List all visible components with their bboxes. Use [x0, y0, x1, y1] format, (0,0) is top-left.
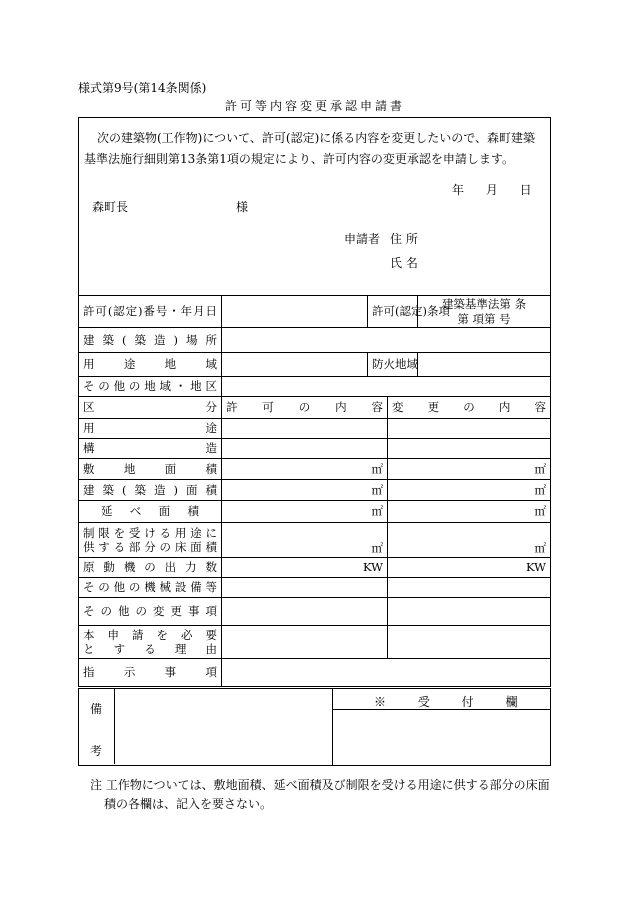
addressee: 森町長	[92, 200, 129, 214]
motor-change-field[interactable]: KW	[388, 558, 551, 578]
site-area-change-field[interactable]: ㎡	[388, 459, 551, 480]
building-area-label: 建築(築造)面積	[79, 480, 222, 501]
table-row	[79, 523, 551, 558]
use-change-field[interactable]	[388, 419, 551, 439]
document-title: 許可等内容変更承認申請書	[224, 99, 405, 113]
other-changes-change-field[interactable]	[388, 598, 551, 626]
use-permit-field[interactable]	[222, 419, 388, 439]
other-equipment-label: その他の機械設備等	[79, 578, 222, 598]
location-label: 建築(築造)場所	[79, 328, 222, 353]
reason-label	[79, 626, 222, 659]
table-row	[79, 480, 551, 501]
other-equipment-change-field[interactable]	[388, 578, 551, 598]
reason-label-line2: とする理由	[83, 642, 217, 656]
addressee-honorific: 様	[236, 200, 249, 214]
reason-change-field[interactable]	[388, 626, 551, 659]
floor-area-label: 延べ面積	[79, 501, 222, 523]
reason-label-line1: 本申請を必要	[83, 628, 217, 642]
form-number: 様式第9号(第14条関係)	[78, 81, 207, 95]
use-label: 用途	[79, 419, 222, 439]
other-changes-label: その他の変更事項	[79, 598, 222, 626]
building-area-permit-field[interactable]: ㎡	[222, 480, 388, 501]
application-table	[78, 295, 551, 687]
table-row	[79, 459, 551, 480]
table-row	[79, 377, 551, 397]
fire-zone-label: 防火地域	[368, 353, 418, 377]
table-row	[79, 397, 551, 419]
restricted-label-line2: 供する部分の床面積	[83, 540, 217, 554]
intro-text: 次の建築物(工作物)について、許可(認定)に係る内容を変更したいので、森町建築基準法施行細則第13条第1項の規定により、許可内容の変更承認を申請します。	[84, 131, 536, 166]
floor-area-change-field[interactable]: ㎡	[388, 501, 551, 523]
permit-content-header: 許可の内容	[222, 397, 388, 419]
restricted-area-permit-field[interactable]: ㎡	[222, 523, 388, 558]
other-zone-label: その他の地域・地区	[79, 377, 222, 397]
table-row	[79, 296, 551, 328]
other-changes-permit-field[interactable]	[222, 598, 388, 626]
motor-permit-field[interactable]: KW	[222, 558, 388, 578]
table-row	[79, 558, 551, 578]
motor-output-label: 原動機の出力数	[79, 558, 222, 578]
table-row	[79, 598, 551, 626]
date-field[interactable]: 年 月 日	[452, 183, 532, 197]
law-article-line1: 建築基準法第 条	[441, 296, 527, 311]
structure-permit-field[interactable]	[222, 439, 388, 459]
instructions-field[interactable]	[222, 659, 551, 687]
restricted-floor-area-label	[79, 523, 222, 558]
reason-permit-field[interactable]	[222, 626, 388, 659]
table-row	[79, 419, 551, 439]
fire-zone-field[interactable]	[418, 353, 551, 377]
site-area-permit-field[interactable]: ㎡	[222, 459, 388, 480]
table-row	[79, 626, 551, 659]
remarks-label-bottom: 考	[90, 744, 103, 758]
table-row	[79, 578, 551, 598]
permit-number-label: 許可(認定)番号・年月日	[79, 296, 222, 328]
other-zone-field[interactable]	[222, 377, 551, 397]
permit-article-label: 許可(認定)条項	[368, 296, 418, 328]
use-zone-label: 用途地域	[79, 353, 222, 377]
table-row	[79, 353, 551, 377]
table-row	[79, 501, 551, 523]
instructions-label: 指示事項	[79, 659, 222, 687]
receipt-label: ※ 受 付 欄	[374, 695, 518, 709]
law-article-line2: 第 項第 号	[457, 311, 511, 326]
permit-number-field[interactable]	[222, 296, 368, 328]
name-label: 氏 名	[390, 256, 418, 270]
table-row	[79, 439, 551, 459]
change-content-header: 変更の内容	[388, 397, 551, 419]
site-area-label: 敷地面積	[79, 459, 222, 480]
remarks-divider	[332, 688, 333, 765]
category-label: 区分	[79, 397, 222, 419]
structure-label: 構造	[79, 439, 222, 459]
footnote-line1: 注 工作物については、敷地面積、延べ面積及び制限を受ける用途に供する部分の床面	[90, 778, 550, 792]
use-zone-field[interactable]	[222, 353, 368, 377]
floor-area-permit-field[interactable]: ㎡	[222, 501, 388, 523]
table-row	[79, 659, 551, 687]
restricted-area-change-field[interactable]: ㎡	[388, 523, 551, 558]
building-area-change-field[interactable]: ㎡	[388, 480, 551, 501]
location-field[interactable]	[222, 328, 551, 353]
address-label: 住 所	[390, 232, 418, 246]
structure-change-field[interactable]	[388, 439, 551, 459]
footnote	[90, 776, 550, 814]
table-row	[79, 328, 551, 353]
applicant-label: 申請者	[344, 232, 381, 246]
remarks-label-top: 備	[90, 702, 103, 716]
other-equipment-permit-field[interactable]	[222, 578, 388, 598]
restricted-label-line1: 制限を受ける用途に	[83, 526, 217, 540]
footnote-line2: 積の各欄は、記入を要さない。	[104, 797, 273, 811]
